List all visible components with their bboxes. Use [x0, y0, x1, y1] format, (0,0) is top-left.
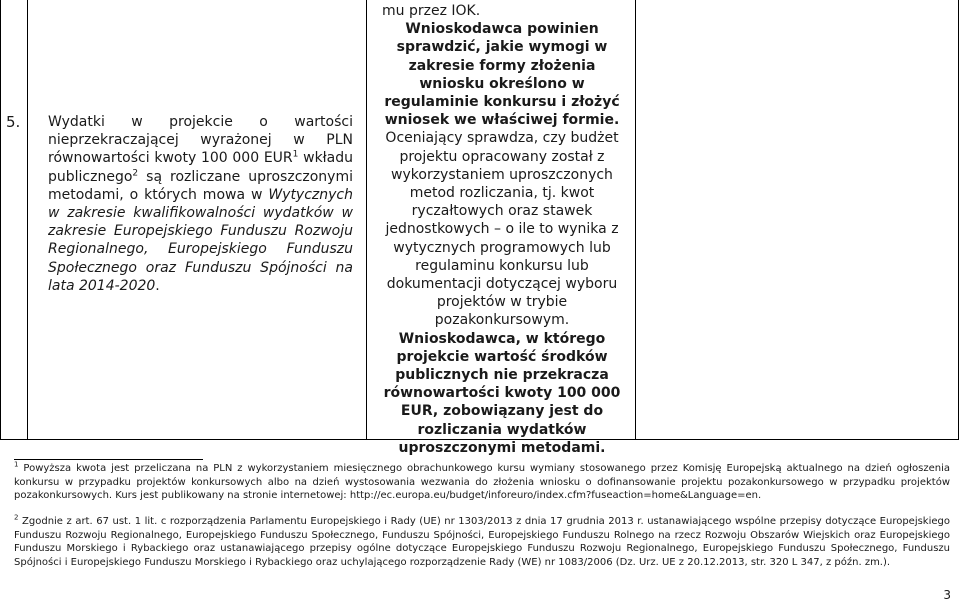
criterion-part1: Wydatki w projekcie o wartości nieprzekraczającej wyrażonej w PLN równowartości kwoty 100 000 EUR: [48, 114, 353, 167]
footnote-ref-2[interactable]: 2: [132, 167, 139, 178]
table-divider-description: [635, 0, 636, 440]
description-bold-1: Wnioskodawca powinien sprawdzić, jakie wymogi w zakresie formy złożenia wniosku określono w regulaminie konkursu i złożyć wniosek we właściwej formie.: [384, 21, 620, 129]
table-divider-number: [27, 0, 28, 440]
guidelines-title: Wytycznych w zakresie kwalifikowalności wydatków w zakresie Europejskiego Funduszu Rozwoju Regionalnego, Europejskiego Funduszu Społecznego oraz Funduszu Spójności na lata 2014-2020: [48, 186, 353, 294]
page-number: 3: [943, 588, 951, 602]
criterion-part3: są rozliczane uproszczonymi metodami, o których mowa w: [48, 168, 353, 203]
criterion-part2: wkładu publicznego: [48, 150, 354, 185]
footnote-2: [14, 515, 950, 569]
footnote-separator: [14, 459, 203, 460]
description-cell: [374, 2, 630, 457]
description-normal: Oceniający sprawdza, czy budżet projektu opracowany został z wykorzystaniem uproszczonych metod rozliczania, tj. kwot ryczałtowych oraz stawek jednostkowych – o ile to wynika z wytycznych programowych lub regulaminu konkursu lub dokumentacji dotyczącej wyboru projektów w trybie pozakonkursowym.: [385, 130, 619, 329]
footnote-1: [14, 462, 950, 503]
footnote-1-text: Powyższa kwota jest przeliczana na PLN z wykorzystaniem miesięcznego obrachunkowego kursu wymiany stosowanego przez Komisję Europejską aktualnego na dzień ogłoszenia konkursu w przypadku projektów konkursowych albo na dzień wystosowania wezwania do złożenia wniosku o dofinansowanie projektu pozakonkursowego w przypadku projektów pozakonkursowych. Kurs jest publikowany na stronie internetowej: http://ec.europa.eu/budget/inforeuro/index.cfm?fuseaction=home&Language=en.: [14, 463, 950, 502]
row-number: 5.: [6, 113, 21, 131]
description-continuation: mu przez IOK.: [382, 3, 481, 19]
table-divider-criterion: [366, 0, 367, 440]
footnote-ref-1[interactable]: 1: [292, 149, 299, 160]
footnote-1-marker: 1: [14, 460, 19, 469]
criterion-end: .: [155, 277, 160, 294]
criterion-text: [48, 113, 353, 295]
table-border-left: [0, 0, 1, 440]
footnote-2-text: Zgodnie z art. 67 ust. 1 lit. c rozporządzenia Parlamentu Europejskiego i Rady (UE) nr 1303/2013 z dnia 17 grudnia 2013 r. ustanawiającego wspólne przepisy dotyczące Europejskiego Funduszu Rozwoju Regionalnego, Europejskiego Funduszu Społecznego, Funduszu Spójności, Europejskiego Funduszu Rolnego na rzecz Rozwoju Obszarów Wiejskich oraz Europejskiego Funduszu Morskiego i Rybackiego oraz ustanawiającego przepisy ogólne dotyczące Europejskiego Funduszu Rozwoju Regionalnego, Europejskiego Funduszu Społecznego, Funduszu Spójności i Europejskiego Funduszu Morskiego i Rybackiego oraz uchylającego rozporządzenie Rady (WE) nr 1083/2006 (Dz. Urz. UE z 20.12.2013, str. 320 L 347, z późn. zm.).: [14, 516, 950, 568]
description-bold-2: Wnioskodawca, w którego projekcie wartość środków publicznych nie przekracza równowartości kwoty 100 000 EUR, zobowiązany jest do rozliczania wydatków uproszczonymi metodami.: [383, 330, 621, 456]
footnote-2-marker: 2: [14, 513, 19, 522]
